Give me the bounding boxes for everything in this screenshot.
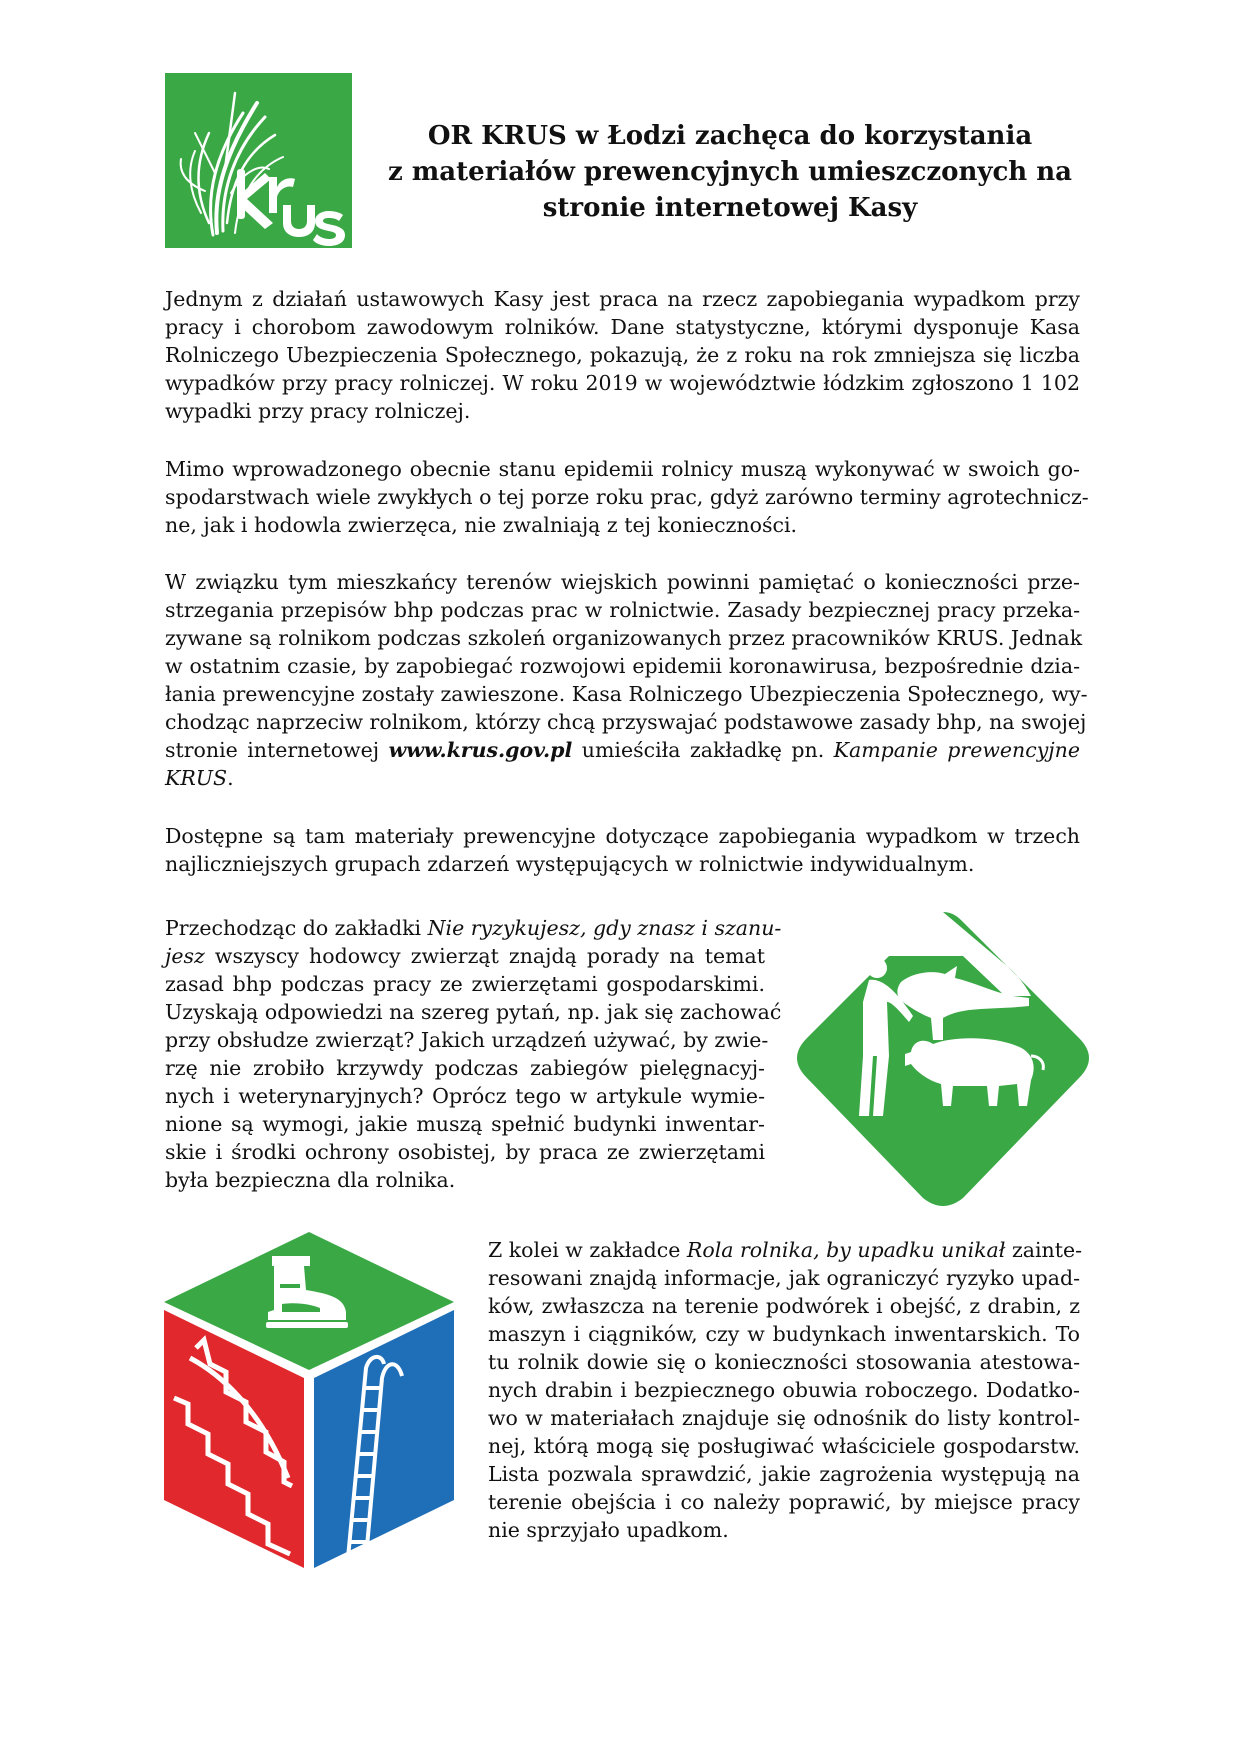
text-line: łania prewencyjne zostały zawieszone. Kasa Rolniczego Ubezpieczenia Społecznego, wy- [165, 682, 1088, 706]
text-run: stronie internetowej [165, 738, 389, 762]
paragraph-2 [165, 455, 1089, 539]
text-line: ne, jak i hodowla zwierzęca, nie zwalniają z tej konieczności. [165, 513, 798, 537]
title-line: z materiałów prewencyjnych umieszczonych na [387, 157, 1073, 187]
text-line: zasad bhp podczas pracy ze zwierzętami gospodarskimi. [165, 972, 765, 996]
text-line: pracy i chorobom zawodowym rolników. Dane statystyczne, którymi dysponuje Kasa [165, 315, 1080, 339]
text-line: terenie obejścia i co należy poprawić, by miejsce pracy [488, 1490, 1080, 1514]
text-line: chodząc naprzeciw rolnikom, którzy chcą przyswajać podstawowe zasady bhp, na swojej [165, 710, 1087, 734]
text-run: zainte- [1005, 1238, 1083, 1262]
text-line: najliczniejszych grupach zdarzeń występujących w rolnictwie indywidualnym. [165, 852, 975, 876]
text-line: nej, którą mogą się posługiwać właściciele gospodarstw. [488, 1434, 1080, 1458]
document-title [380, 118, 1080, 226]
text-line: wypadki przy pracy rolniczej. [165, 399, 471, 423]
paragraph-5 [165, 914, 782, 1194]
campaign-tab-name: Kampanie prewencyjne [833, 738, 1081, 762]
text-line: tu rolnik dowie się o konieczności stosowania atestowa- [488, 1350, 1080, 1374]
text-line: nych drabin i bezpiecznego obuwia roboczego. Dodatko- [488, 1378, 1080, 1402]
text-line: maszyn i ciągników, czy w budynkach inwentarskich. To [488, 1322, 1080, 1346]
text-line: spodarstwach wiele zwykłych o tej porze roku prac, gdyż zarówno terminy agrotechnicz- [165, 485, 1089, 509]
text-line: Mimo wprowadzonego obecnie stanu epidemii rolnicy muszą wykonywać w swoich go- [165, 457, 1080, 481]
paragraph-1 [165, 285, 1080, 425]
text-line: wypadków przy pracy rolniczej. W roku 2019 w województwie łódzkim zgłoszono 1 102 [165, 371, 1080, 395]
text-run: Przechodząc do zakładki [165, 916, 428, 940]
text-line: W związku tym mieszkańcy terenów wiejskich powinni pamiętać o konieczności prze- [165, 570, 1080, 594]
text-line: Dostępne są tam materiały prewencyjne dotyczące zapobiegania wypadkom w trzech [165, 824, 1080, 848]
text-run: wszyscy hodowcy zwierząt znajdą porady na temat [204, 944, 765, 968]
text-line: rzę nie zrobiło krzywdy podczas zabiegów pielęgnacyj- [165, 1056, 765, 1080]
text-line: skie i środki ochrony osobistej, by praca ze zwierzętami [165, 1140, 765, 1164]
text-line: nie sprzyjało upadkom. [488, 1518, 729, 1542]
text-line: Lista pozwala sprawdzić, jakie zagrożenia występują na [488, 1462, 1080, 1486]
text-line: nione są wymogi, jakie muszą spełnić budynki inwentar- [165, 1112, 765, 1136]
text-line: Uzyskają odpowiedzi na szereg pytań, np. jak się zachować [165, 1000, 782, 1024]
text-run: umieściła zakładkę pn. [572, 738, 834, 762]
tab-name-animals: Nie ryzykujesz, gdy znasz i szanu- [427, 916, 782, 940]
text-line: była bezpieczna dla rolnika. [165, 1168, 456, 1192]
text-run: . [227, 766, 234, 790]
text-line: wo w materiałach znajduje się odnośnik do listy kontrol- [488, 1406, 1080, 1430]
text-line: resowani znajdą informacje, jak ograniczyć ryzyko upad- [488, 1266, 1080, 1290]
tab-name-falls: Rola rolnika, by upadku unikał [686, 1238, 1006, 1262]
text-line [488, 1236, 1083, 1264]
text-line [165, 914, 782, 942]
text-line [165, 736, 1080, 764]
paragraph-6 [488, 1236, 1083, 1544]
text-line: w ostatnim czasie, by zapobiegać rozwojowi epidemii koronawirusa, bezpośrednie dzia- [165, 654, 1080, 678]
text-line: Jednym z działań ustawowych Kasy jest praca na rzecz zapobiegania wypadkom przy [165, 287, 1080, 311]
krus-website-link[interactable]: www.krus.gov.pl [388, 738, 573, 762]
tab-name-animals: jesz [165, 944, 205, 968]
text-line [165, 942, 765, 970]
text-line [165, 764, 1080, 792]
text-line: Rolniczego Ubezpieczenia Społecznego, pokazują, że z roku na rok zmniejsza się liczba [165, 343, 1080, 367]
fall-prevention-cube-icon [160, 1228, 458, 1573]
text-line: nych i weterynaryjnych? Oprócz tego w artykule wymie- [165, 1084, 765, 1108]
paragraph-4 [165, 822, 1080, 878]
campaign-tab-name: KRUS [165, 766, 228, 790]
text-run: Z kolei w zakładce [488, 1238, 687, 1262]
text-line: strzegania przepisów bhp podczas prac w rolnictwie. Zasady bezpiecznej pracy przeka- [165, 598, 1080, 622]
title-line: OR KRUS w Łodzi zachęca do korzystania [427, 121, 1033, 151]
title-line: stronie internetowej Kasy [542, 193, 918, 223]
paragraph-3 [165, 568, 1088, 792]
text-line: ków, zwłaszcza na terenie podwórek i obejść, z drabin, z [488, 1294, 1080, 1318]
animal-handling-icon [793, 906, 1093, 1211]
text-line: zywane są rolnikom podczas szkoleń organizowanych przez pracowników KRUS. Jednak [165, 626, 1083, 650]
krus-logo [165, 73, 352, 248]
text-line: przy obsłudze zwierząt? Jakich urządzeń używać, by zwie- [165, 1028, 769, 1052]
